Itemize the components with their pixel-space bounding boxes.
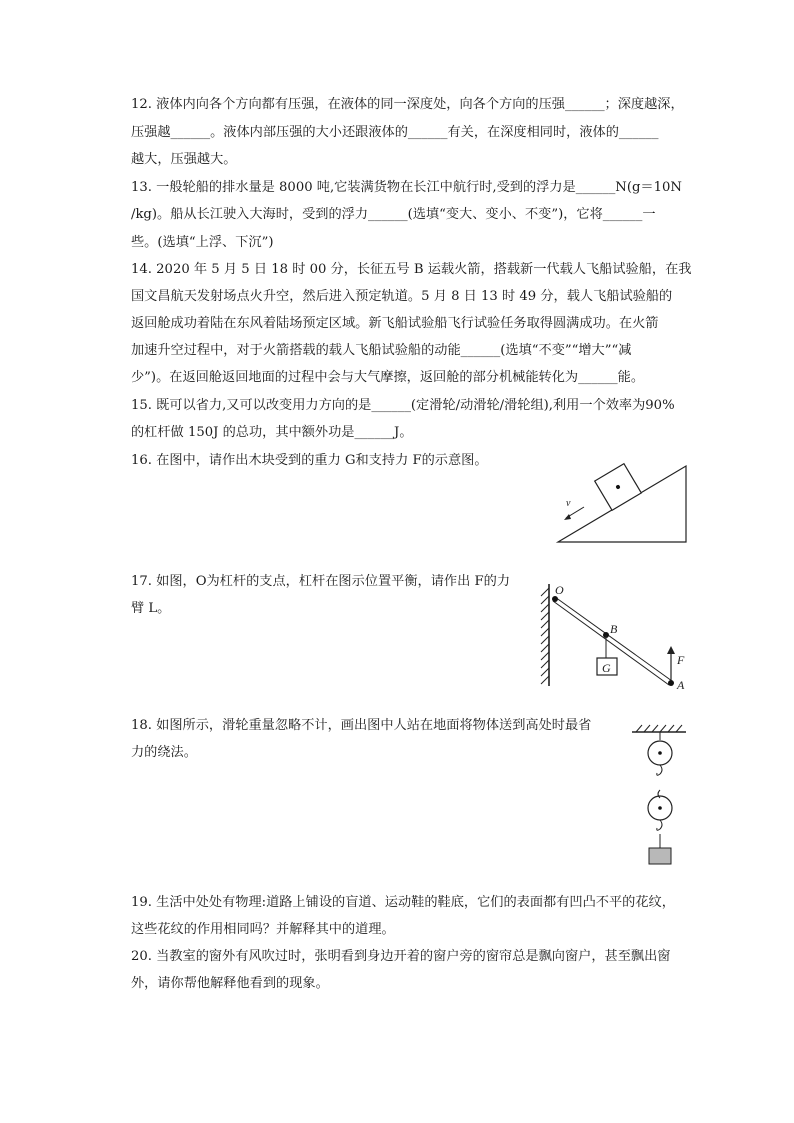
movable-pulley-lower-hook [657,820,662,830]
q12-line-2: 压强越______。液体内部压强的大小还跟液体的______有关，在深度相同时，液体的______ [131,125,659,140]
load-block [649,848,671,864]
force-F-arrowhead [667,646,675,654]
movable-pulley-axle [658,806,662,810]
q18-pulley-figure [630,722,690,867]
ceiling-hatching [636,725,682,732]
q18-line-1: 18. 如图所示，滑轮重量忽略不计，画出图中人站在地面将物体送到高处时最省 [131,718,592,733]
wall-hatching [541,588,549,684]
velocity-label: v [566,498,571,509]
q16-incline-figure [556,464,696,544]
fixed-pulley-hook [657,765,662,775]
movable-pulley-hook [658,790,660,798]
q14-line-3: 返回舱成功着陆在东风着陆场预定区域。新飞船试验船飞行试验任务取得圆满成功。在火箭 [131,316,659,331]
q16-line-1: 16. 在图中，请作出木块受到的重力 G和支持力 F的示意图。 [131,453,488,468]
label-A: A [677,678,685,692]
q17-line-2: 臂 L。 [131,601,171,616]
q13-line-2: /kg)。船从长江驶入大海时，受到的浮力______(选填“变大、变小、不变”)，它将______一 [131,207,656,222]
label-B: B [610,622,618,636]
q14-line-2: 国文昌航天发射场点火升空，然后进入预定轨道。5 月 8 日 13 时 49 分，载人飞船试验船的 [131,289,673,304]
q14-line-5: 少”)。在返回舱返回地面的过程中会与大气摩擦，返回舱的部分机械能转化为______能。 [131,370,645,385]
q20-line-2: 外，请你帮他解释他看到的现象。 [131,976,329,991]
q12-line-1: 12. 液体内向各个方向都有压强，在液体的同一深度处，向各个方向的压强______；深度越深， [131,97,684,112]
q18-line-2: 力的绕法。 [131,745,197,760]
q19-line-2: 这些花纹的作用相同吗？并解释其中的道理。 [131,922,395,937]
q13-line-1: 13. 一般轮船的排水量是 8000 吨,它装满货物在长江中航行时,受到的浮力是______N(g＝10N [131,180,682,195]
fixed-pulley-axle [658,751,662,755]
q19-line-1: 19. 生活中处处有物理:道路上铺设的盲道、运动鞋的鞋底，它们的表面都有凹凸不平的花纹， [131,895,675,910]
label-F: F [677,653,685,667]
label-O: O [555,583,564,597]
velocity-arrowhead [564,514,571,520]
q15-line-2: 的杠杆做 150J 的总功，其中额外功是______J。 [131,425,413,440]
point-A [668,680,674,686]
label-G: G [602,661,611,675]
q15-line-1: 15. 既可以省力,又可以改变用力方向的是______(定滑轮/动滑轮/滑轮组),利用一个效率为90% [131,398,675,413]
q17-line-1: 17. 如图，O为杠杆的支点，杠杆在图示位置平衡，请作出 F的力 [131,574,511,589]
q20-line-1: 20. 当教室的窗外有风吹过时，张明看到身边开着的窗户旁的窗帘总是飘向窗户，甚至飘出窗 [131,949,671,964]
q13-line-3: 些。(选填“上浮、下沉”) [131,235,274,250]
q14-line-4: 加速升空过程中，对于火箭搭载的载人飞船试验船的动能______(选填“不变”“增大”“减 [131,343,632,358]
q14-line-1: 14. 2020 年 5 月 5 日 18 时 00 分，长征五号 B 运载火箭，搭载新一代载人飞船试验船，在我 [131,262,692,277]
q12-line-3: 越大，压强越大。 [131,152,237,167]
q17-lever-figure [535,580,695,690]
